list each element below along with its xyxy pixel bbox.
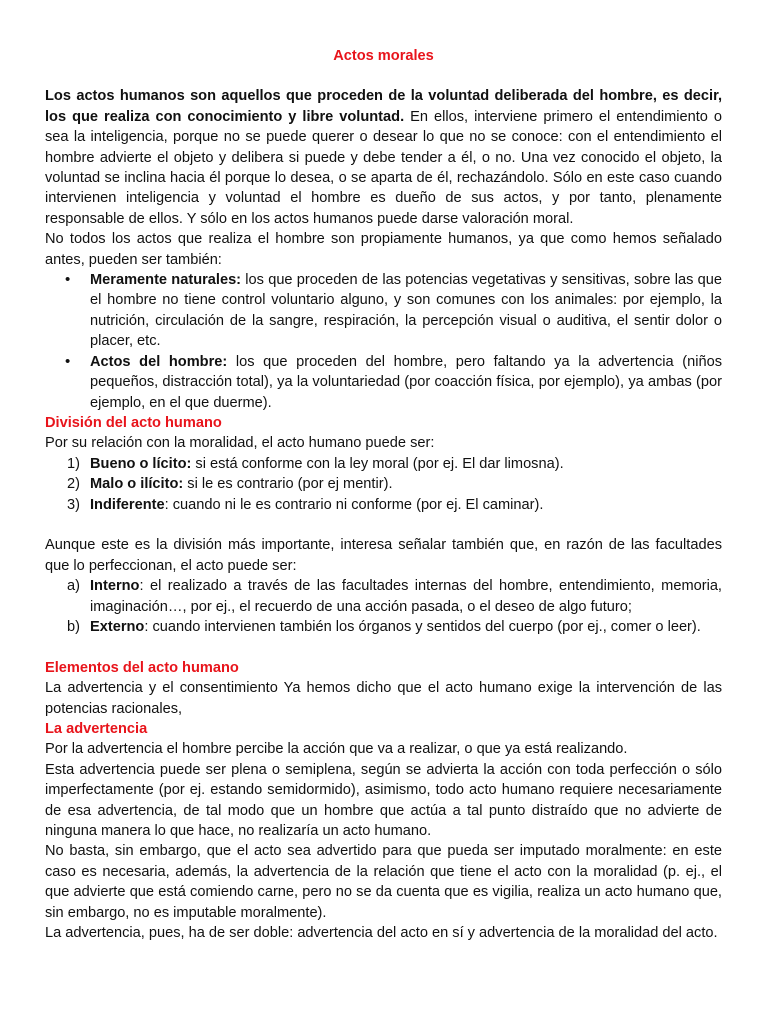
list-item-term: Externo [90, 618, 145, 635]
list-marker: a) [67, 578, 80, 595]
list-marker: 1) [67, 455, 80, 472]
list-item [45, 617, 722, 637]
list-marker: 2) [67, 476, 80, 493]
elementos-paragraph: La advertencia y el consentimiento Ya hemos dicho que el acto humano exige la intervención de las potencias racionales, [45, 680, 722, 717]
division-paragraph-2: Aunque este es la división más importante, interesa señalar también que, en razón de las facultades que lo perfeccionan, el acto puede ser: [45, 537, 722, 574]
list-item [45, 270, 722, 352]
bullet-icon: • [65, 271, 71, 289]
list-item [45, 495, 722, 515]
list-item-term: Interno [90, 578, 140, 595]
spacer [45, 515, 722, 535]
list-item [45, 454, 722, 474]
page-title: Actos morales [333, 48, 434, 64]
advertencia-paragraph: La advertencia, pues, ha de ser doble: advertencia del acto en sí y advertencia de la moralidad del acto. [45, 925, 718, 942]
list-marker: 3) [67, 496, 80, 513]
division-list [45, 454, 722, 515]
list-item-text: si le es contrario (por ej mentir). [183, 476, 393, 493]
advertencia-paragraph: No basta, sin embargo, que el acto sea advertido para que pueda ser imputado moralmente: en este caso es necesaria, además, la advertencia de la relación que tiene el acto con la moralidad (p. ej., el que advierte que está comiendo carne, pero no se da cuenta que es vigilia, realiza un acto humano que, sin embargo, no es imputable moralmente). [45, 843, 722, 921]
list-item-term: Meramente naturales: [90, 272, 242, 289]
spacer [45, 637, 722, 657]
list-marker: b) [67, 618, 80, 635]
list-item-text: los que proceden de las potencias vegetativas y sensitivas, sobre las que el hombre no tiene control voluntario alguno, y son comunes con los animales: por ejemplo, la nutrición, circulación de la sangre, respiración, la percepción visual o auditiva, el sentir dolor o placer, etc. [90, 272, 722, 350]
list-item [45, 474, 722, 494]
document-body [45, 46, 722, 943]
list-item [45, 576, 722, 617]
advertencia-paragraph: Esta advertencia puede ser plena o semiplena, según se advierta la acción con toda perfección o sólo imperfectamente (por ej. estando semidormido), asimismo, todo acto humano requiere necesariamente de esa advertencia, de tal modo que un hombre que actúa a tal punto distraído que no advierte de ninguna manera lo que hace, no realizaría un acto humano. [45, 761, 722, 839]
intro-bold-definition: Los actos humanos son aquellos que proceden de la voluntad deliberada del hombre, es decir, los que realiza con conocimiento y libre voluntad. [45, 88, 722, 125]
advertencia-paragraph: Por la advertencia el hombre percibe la acción que va a realizar, o que ya está realizando. [45, 741, 628, 758]
intro-paragraph [45, 86, 722, 229]
intro-text: En ellos, interviene primero el entendimiento o sea la inteligencia, porque no se puede querer o desear lo que no se conoce: con el entendimiento el hombre advierte el objeto y delibera si puede y debe tender a él, o no. Una vez conocido el objeto, la voluntad se inclina hacia él porque lo desea, o se aparta de él, rechazándolo. Sólo en este caso cuando intervienen inteligencia y voluntad el hombre es dueño de sus actos, y por tanto, plenamente responsable de ellos. Y sólo en los actos humanos puede darse valoración moral. [45, 108, 722, 227]
list-item-term: Indiferente [90, 496, 165, 513]
section-heading-advertencia: La advertencia [45, 720, 148, 737]
list-item-text: si está conforme con la ley moral (por ej. El dar limosna). [191, 455, 564, 472]
intro-paragraph-2: No todos los actos que realiza el hombre son propiamente humanos, ya que como hemos señalado antes, pueden ser también: [45, 231, 722, 268]
section-heading-elementos: Elementos del acto humano [45, 659, 239, 676]
section-heading-division: División del acto humano [45, 414, 222, 431]
list-item [45, 352, 722, 413]
list-item-term: Malo o ilícito: [90, 476, 184, 493]
list-item-term: Bueno o lícito: [90, 455, 192, 472]
facultades-list [45, 576, 722, 637]
list-item-text: : cuando ni le es contrario ni conforme (por ej. El caminar). [164, 496, 544, 513]
list-item-term: Actos del hombre: [90, 353, 228, 370]
bullet-list [45, 270, 722, 413]
bullet-icon: • [65, 352, 71, 370]
list-item-text: : el realizado a través de las facultades internas del hombre, entendimiento, memoria, imaginación…, por ej., el recuerdo de una acción pasada, o el deseo de algo futuro; [90, 578, 722, 615]
division-intro: Por su relación con la moralidad, el acto humano puede ser: [45, 435, 435, 452]
list-item-text: : cuando intervienen también los órganos y sentidos del cuerpo (por ej., comer o leer). [144, 618, 701, 635]
list-item-text: los que proceden del hombre, pero faltando ya la advertencia (niños pequeños, distracción total), ya la voluntariedad (por coacción física, por ejemplo), ya ambas (por ejemplo, en el que duerme). [90, 353, 722, 411]
